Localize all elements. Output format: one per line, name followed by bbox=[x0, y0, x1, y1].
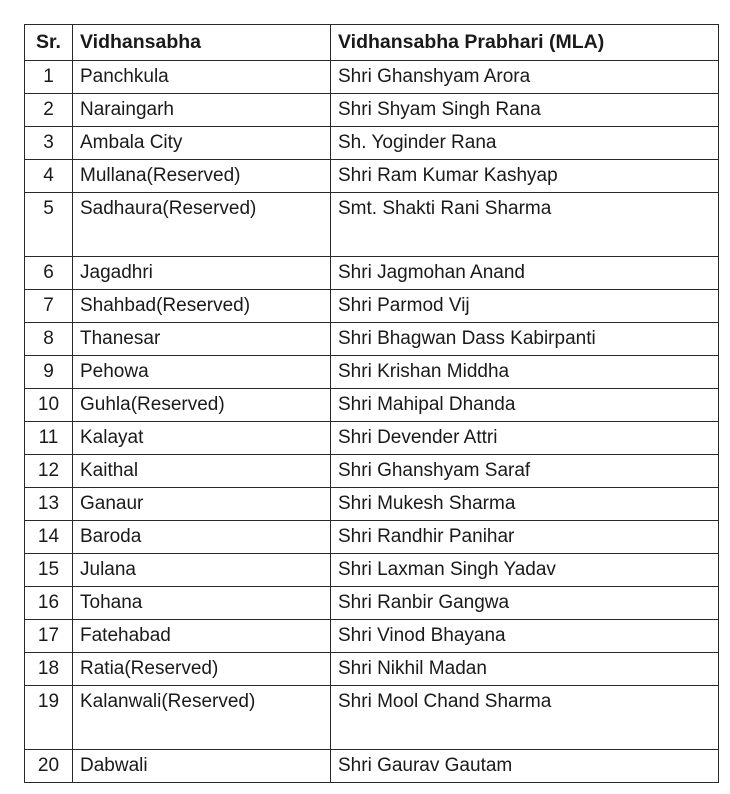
prabhari-cell: Shri Vinod Bhayana bbox=[331, 620, 719, 653]
sr-cell: 3 bbox=[25, 127, 73, 160]
sr-cell: 19 bbox=[25, 686, 73, 750]
header-prabhari: Vidhansabha Prabhari (MLA) bbox=[331, 25, 719, 61]
sr-cell: 12 bbox=[25, 455, 73, 488]
prabhari-cell: Shri Jagmohan Anand bbox=[331, 257, 719, 290]
prabhari-table bbox=[24, 24, 719, 783]
prabhari-cell: Shri Nikhil Madan bbox=[331, 653, 719, 686]
sr-cell: 8 bbox=[25, 323, 73, 356]
table-row bbox=[25, 521, 719, 554]
prabhari-cell: Shri Mukesh Sharma bbox=[331, 488, 719, 521]
vidhansabha-cell: Pehowa bbox=[73, 356, 331, 389]
vidhansabha-cell: Kalayat bbox=[73, 422, 331, 455]
sr-cell: 16 bbox=[25, 587, 73, 620]
vidhansabha-cell: Sadhaura(Reserved) bbox=[73, 193, 331, 257]
vidhansabha-cell: Guhla(Reserved) bbox=[73, 389, 331, 422]
table-row bbox=[25, 587, 719, 620]
table-row bbox=[25, 422, 719, 455]
vidhansabha-cell: Ganaur bbox=[73, 488, 331, 521]
header-row bbox=[25, 25, 719, 61]
prabhari-cell: Sh. Yoginder Rana bbox=[331, 127, 719, 160]
header-sr: Sr. bbox=[25, 25, 73, 61]
table-row bbox=[25, 323, 719, 356]
prabhari-cell: Shri Gaurav Gautam bbox=[331, 750, 719, 783]
prabhari-cell: Shri Ram Kumar Kashyap bbox=[331, 160, 719, 193]
prabhari-cell: Smt. Shakti Rani Sharma bbox=[331, 193, 719, 257]
table-row bbox=[25, 554, 719, 587]
prabhari-cell: Shri Shyam Singh Rana bbox=[331, 94, 719, 127]
table-row bbox=[25, 653, 719, 686]
prabhari-cell: Shri Mool Chand Sharma bbox=[331, 686, 719, 750]
sr-cell: 2 bbox=[25, 94, 73, 127]
sr-cell: 10 bbox=[25, 389, 73, 422]
prabhari-cell: Shri Randhir Panihar bbox=[331, 521, 719, 554]
sr-cell: 7 bbox=[25, 290, 73, 323]
sr-cell: 20 bbox=[25, 750, 73, 783]
vidhansabha-cell: Kaithal bbox=[73, 455, 331, 488]
prabhari-cell: Shri Parmod Vij bbox=[331, 290, 719, 323]
sr-cell: 17 bbox=[25, 620, 73, 653]
header-vidhansabha: Vidhansabha bbox=[73, 25, 331, 61]
vidhansabha-cell: Kalanwali(Reserved) bbox=[73, 686, 331, 750]
table-row bbox=[25, 750, 719, 783]
table-row bbox=[25, 94, 719, 127]
vidhansabha-cell: Jagadhri bbox=[73, 257, 331, 290]
sr-cell: 1 bbox=[25, 61, 73, 94]
vidhansabha-cell: Naraingarh bbox=[73, 94, 331, 127]
table-body bbox=[25, 61, 719, 783]
prabhari-cell: Shri Ghanshyam Arora bbox=[331, 61, 719, 94]
sr-cell: 14 bbox=[25, 521, 73, 554]
table-row bbox=[25, 488, 719, 521]
table-row bbox=[25, 389, 719, 422]
vidhansabha-cell: Panchkula bbox=[73, 61, 331, 94]
vidhansabha-cell: Fatehabad bbox=[73, 620, 331, 653]
vidhansabha-cell: Thanesar bbox=[73, 323, 331, 356]
table-row bbox=[25, 356, 719, 389]
sr-cell: 5 bbox=[25, 193, 73, 257]
table-row bbox=[25, 193, 719, 257]
table-row bbox=[25, 257, 719, 290]
table-row bbox=[25, 160, 719, 193]
table-row bbox=[25, 61, 719, 94]
prabhari-cell: Shri Devender Attri bbox=[331, 422, 719, 455]
sr-cell: 18 bbox=[25, 653, 73, 686]
table-row bbox=[25, 127, 719, 160]
vidhansabha-cell: Tohana bbox=[73, 587, 331, 620]
prabhari-cell: Shri Mahipal Dhanda bbox=[331, 389, 719, 422]
vidhansabha-cell: Baroda bbox=[73, 521, 331, 554]
prabhari-cell: Shri Laxman Singh Yadav bbox=[331, 554, 719, 587]
vidhansabha-cell: Mullana(Reserved) bbox=[73, 160, 331, 193]
prabhari-cell: Shri Bhagwan Dass Kabirpanti bbox=[331, 323, 719, 356]
vidhansabha-cell: Ratia(Reserved) bbox=[73, 653, 331, 686]
sr-cell: 9 bbox=[25, 356, 73, 389]
vidhansabha-cell: Ambala City bbox=[73, 127, 331, 160]
table-row bbox=[25, 620, 719, 653]
sr-cell: 15 bbox=[25, 554, 73, 587]
vidhansabha-cell: Shahbad(Reserved) bbox=[73, 290, 331, 323]
prabhari-cell: Shri Ghanshyam Saraf bbox=[331, 455, 719, 488]
sr-cell: 4 bbox=[25, 160, 73, 193]
sr-cell: 11 bbox=[25, 422, 73, 455]
table-row bbox=[25, 455, 719, 488]
vidhansabha-cell: Dabwali bbox=[73, 750, 331, 783]
table-row bbox=[25, 686, 719, 750]
sr-cell: 6 bbox=[25, 257, 73, 290]
table-row bbox=[25, 290, 719, 323]
vidhansabha-cell: Julana bbox=[73, 554, 331, 587]
prabhari-cell: Shri Ranbir Gangwa bbox=[331, 587, 719, 620]
prabhari-cell: Shri Krishan Middha bbox=[331, 356, 719, 389]
sr-cell: 13 bbox=[25, 488, 73, 521]
